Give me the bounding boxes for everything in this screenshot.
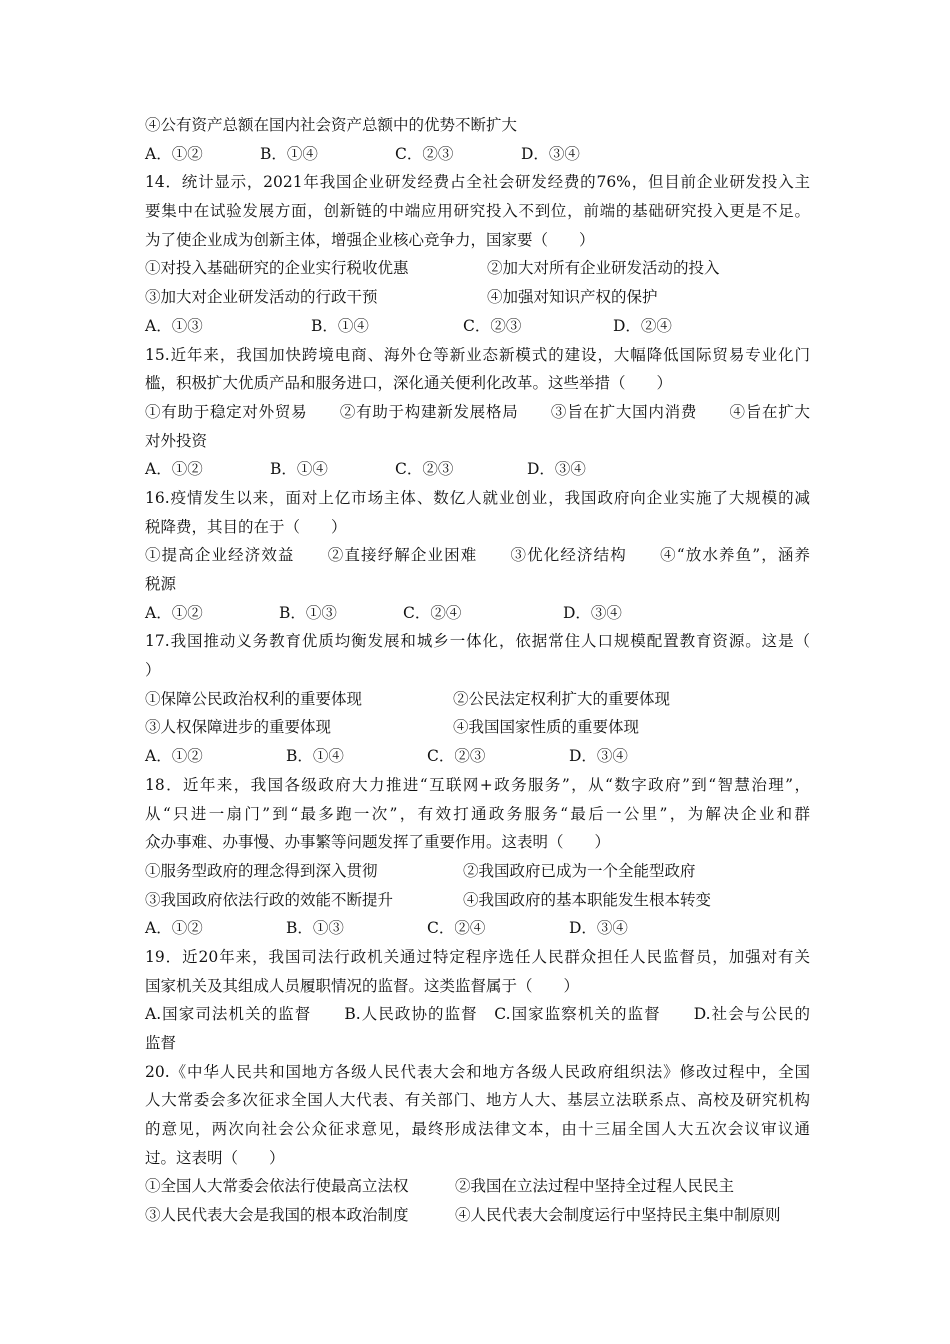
option-2: ②加大对所有企业研发活动的投入 <box>487 259 720 278</box>
q15-options-line2: 对外投资 <box>145 431 208 450</box>
q19-stem-line1: 19．近20年来，我国司法行政机关通过特定程序选任人民群众担任人民监督员，加强对有关 <box>145 947 810 966</box>
q14-options-row1 <box>145 254 810 283</box>
q20-options-row1 <box>145 1172 810 1201</box>
q20-stem-line4: 过。这表明（ ） <box>145 1148 285 1167</box>
answer-a: A．①② <box>145 460 203 479</box>
option-4: ④我国国家性质的重要体现 <box>453 718 640 737</box>
option-4: ④加强对知识产权的保护 <box>487 288 658 307</box>
option-2: ②我国在立法过程中坚持全过程人民民主 <box>455 1177 735 1196</box>
q19-options-line1: A.国家司法机关的监督 B.人民政协的监督 C.国家监察机关的监督 D.社会与公民的 <box>145 1005 810 1024</box>
answer-c: C．②④ <box>403 603 462 622</box>
q15-stem-line2: 槛，积极扩大优质产品和服务进口，深化通关便利化改革。这些举措（ ） <box>145 374 673 393</box>
answer-a: A．①② <box>145 919 203 938</box>
answer-a: A．①② <box>145 144 203 163</box>
q15-options-line1: ①有助于稳定对外贸易 ②有助于构建新发展格局 ③旨在扩大国内消费 ④旨在扩大 <box>145 402 810 421</box>
q20-stem-line1: 20.《中华人民共和国地方各级人民代表大会和地方各级人民政府组织法》修改过程中，全国 <box>145 1062 810 1081</box>
exam-content <box>145 111 810 1230</box>
option-1: ①保障公民政治权利的重要体现 <box>145 689 363 708</box>
q17-stem-line2: ） <box>145 661 161 680</box>
q16-stem-line1: 16.疫情发生以来，面对上亿市场主体、数亿人就业创业，我国政府向企业实施了大规模的减 <box>145 488 810 507</box>
q18-stem-line3: 众办事难、办事慢、办事繁等问题发挥了重要作用。这表明（ ） <box>145 833 611 852</box>
answer-c: C．②③ <box>463 316 522 335</box>
answer-d: D．②④ <box>613 316 672 335</box>
answer-a: A．①② <box>145 747 203 766</box>
q14-stem-line1: 14．统计显示，2021年我国企业研发经费占全社会研发经费的76%，但目前企业研发投入主 <box>145 173 810 192</box>
q18-stem-line2: 从“只进一扇门”到“最多跑一次”，有效打通政务服务“最后一公里”，为解决企业和群 <box>145 804 810 823</box>
q16-options-line1: ①提高企业经济效益 ②直接纾解企业困难 ③优化经济结构 ④“放水养鱼”，涵养 <box>145 546 810 565</box>
answer-d: D．③④ <box>569 747 628 766</box>
q18-options-row1 <box>145 857 810 886</box>
option-3: ③加大对企业研发活动的行政干预 <box>145 288 378 307</box>
answer-a: A．①② <box>145 603 203 622</box>
q14-options-row2 <box>145 283 810 312</box>
q16-answers <box>145 599 810 628</box>
answer-c: C．②③ <box>427 747 486 766</box>
answer-c: C．②④ <box>427 919 486 938</box>
answer-b: B．①④ <box>260 144 318 163</box>
q14-answers <box>145 312 810 341</box>
answer-b: B．①④ <box>286 747 344 766</box>
option-2: ②公民法定权利扩大的重要体现 <box>453 689 671 708</box>
answer-c: C．②③ <box>395 144 454 163</box>
option-3: ③我国政府依法行政的效能不断提升 <box>145 890 394 909</box>
answer-b: B．①③ <box>286 919 344 938</box>
q17-options-row2 <box>145 713 810 742</box>
q14-stem-line3: 为了使企业成为创新主体，增强企业核心竞争力，国家要（ ） <box>145 230 595 249</box>
answer-b: B．①④ <box>270 460 328 479</box>
q19-options-line2: 监督 <box>145 1034 177 1052</box>
q16-stem-line2: 税降费，其目的在于（ ） <box>145 517 347 536</box>
option-4: ④我国政府的基本职能发生根本转变 <box>463 890 712 909</box>
answer-d: D．③④ <box>521 144 580 163</box>
option-2: ②我国政府已成为一个全能型政府 <box>463 861 696 880</box>
option-3: ③人权保障进步的重要体现 <box>145 718 332 737</box>
answer-d: D．③④ <box>563 603 622 622</box>
answer-d: D．③④ <box>527 460 586 479</box>
answer-c: C．②③ <box>395 460 454 479</box>
q18-answers <box>145 914 810 943</box>
q20-stem-line2: 人大常委会多次征求全国人大代表、有关部门、地方人大、基层立法联系点、高校及研究机构 <box>145 1091 810 1110</box>
q15-answers <box>145 455 810 484</box>
q16-options-line2: 税源 <box>145 575 177 593</box>
q18-stem-line1: 18．近年来，我国各级政府大力推进“互联网+政务服务”，从“数字政府”到“智慧治理”， <box>145 775 810 794</box>
option-3: ③人民代表大会是我国的根本政治制度 <box>145 1206 409 1225</box>
q18-options-row2 <box>145 886 810 915</box>
q15-stem-line1: 15.近年来，我国加快跨境电商、海外仓等新业态新模式的建设，大幅降低国际贸易专业化门 <box>145 345 810 364</box>
q20-stem-line3: 的意见，两次向社会公众征求意见，最终形成法律文本，由十三届全国人大五次会议审议通 <box>145 1120 810 1139</box>
q17-stem-line1: 17.我国推动义务教育优质均衡发展和城乡一体化，依据常住人口规模配置教育资源。这是（ <box>145 632 810 651</box>
q13-answers <box>145 140 810 169</box>
answer-a: A．①③ <box>145 316 203 335</box>
q17-answers <box>145 742 810 771</box>
q13-option-4: ④公有资产总额在国内社会资产总额中的优势不断扩大 <box>145 116 518 134</box>
option-1: ①对投入基础研究的企业实行税收优惠 <box>145 259 409 278</box>
q20-options-row2 <box>145 1201 810 1230</box>
answer-b: B．①④ <box>311 316 369 335</box>
option-4: ④人民代表大会制度运行中坚持民主集中制原则 <box>455 1206 781 1225</box>
q17-options-row1 <box>145 685 810 714</box>
answer-d: D．③④ <box>569 919 628 938</box>
q19-stem-line2: 国家机关及其组成人员履职情况的监督。这类监督属于（ ） <box>145 976 580 995</box>
q14-stem-line2: 要集中在试验发展方面，创新链的中端应用研究投入不到位，前端的基础研究投入更是不足。 <box>145 202 810 221</box>
option-1: ①服务型政府的理念得到深入贯彻 <box>145 861 378 880</box>
answer-b: B．①③ <box>279 603 337 622</box>
option-1: ①全国人大常委会依法行使最高立法权 <box>145 1177 409 1196</box>
